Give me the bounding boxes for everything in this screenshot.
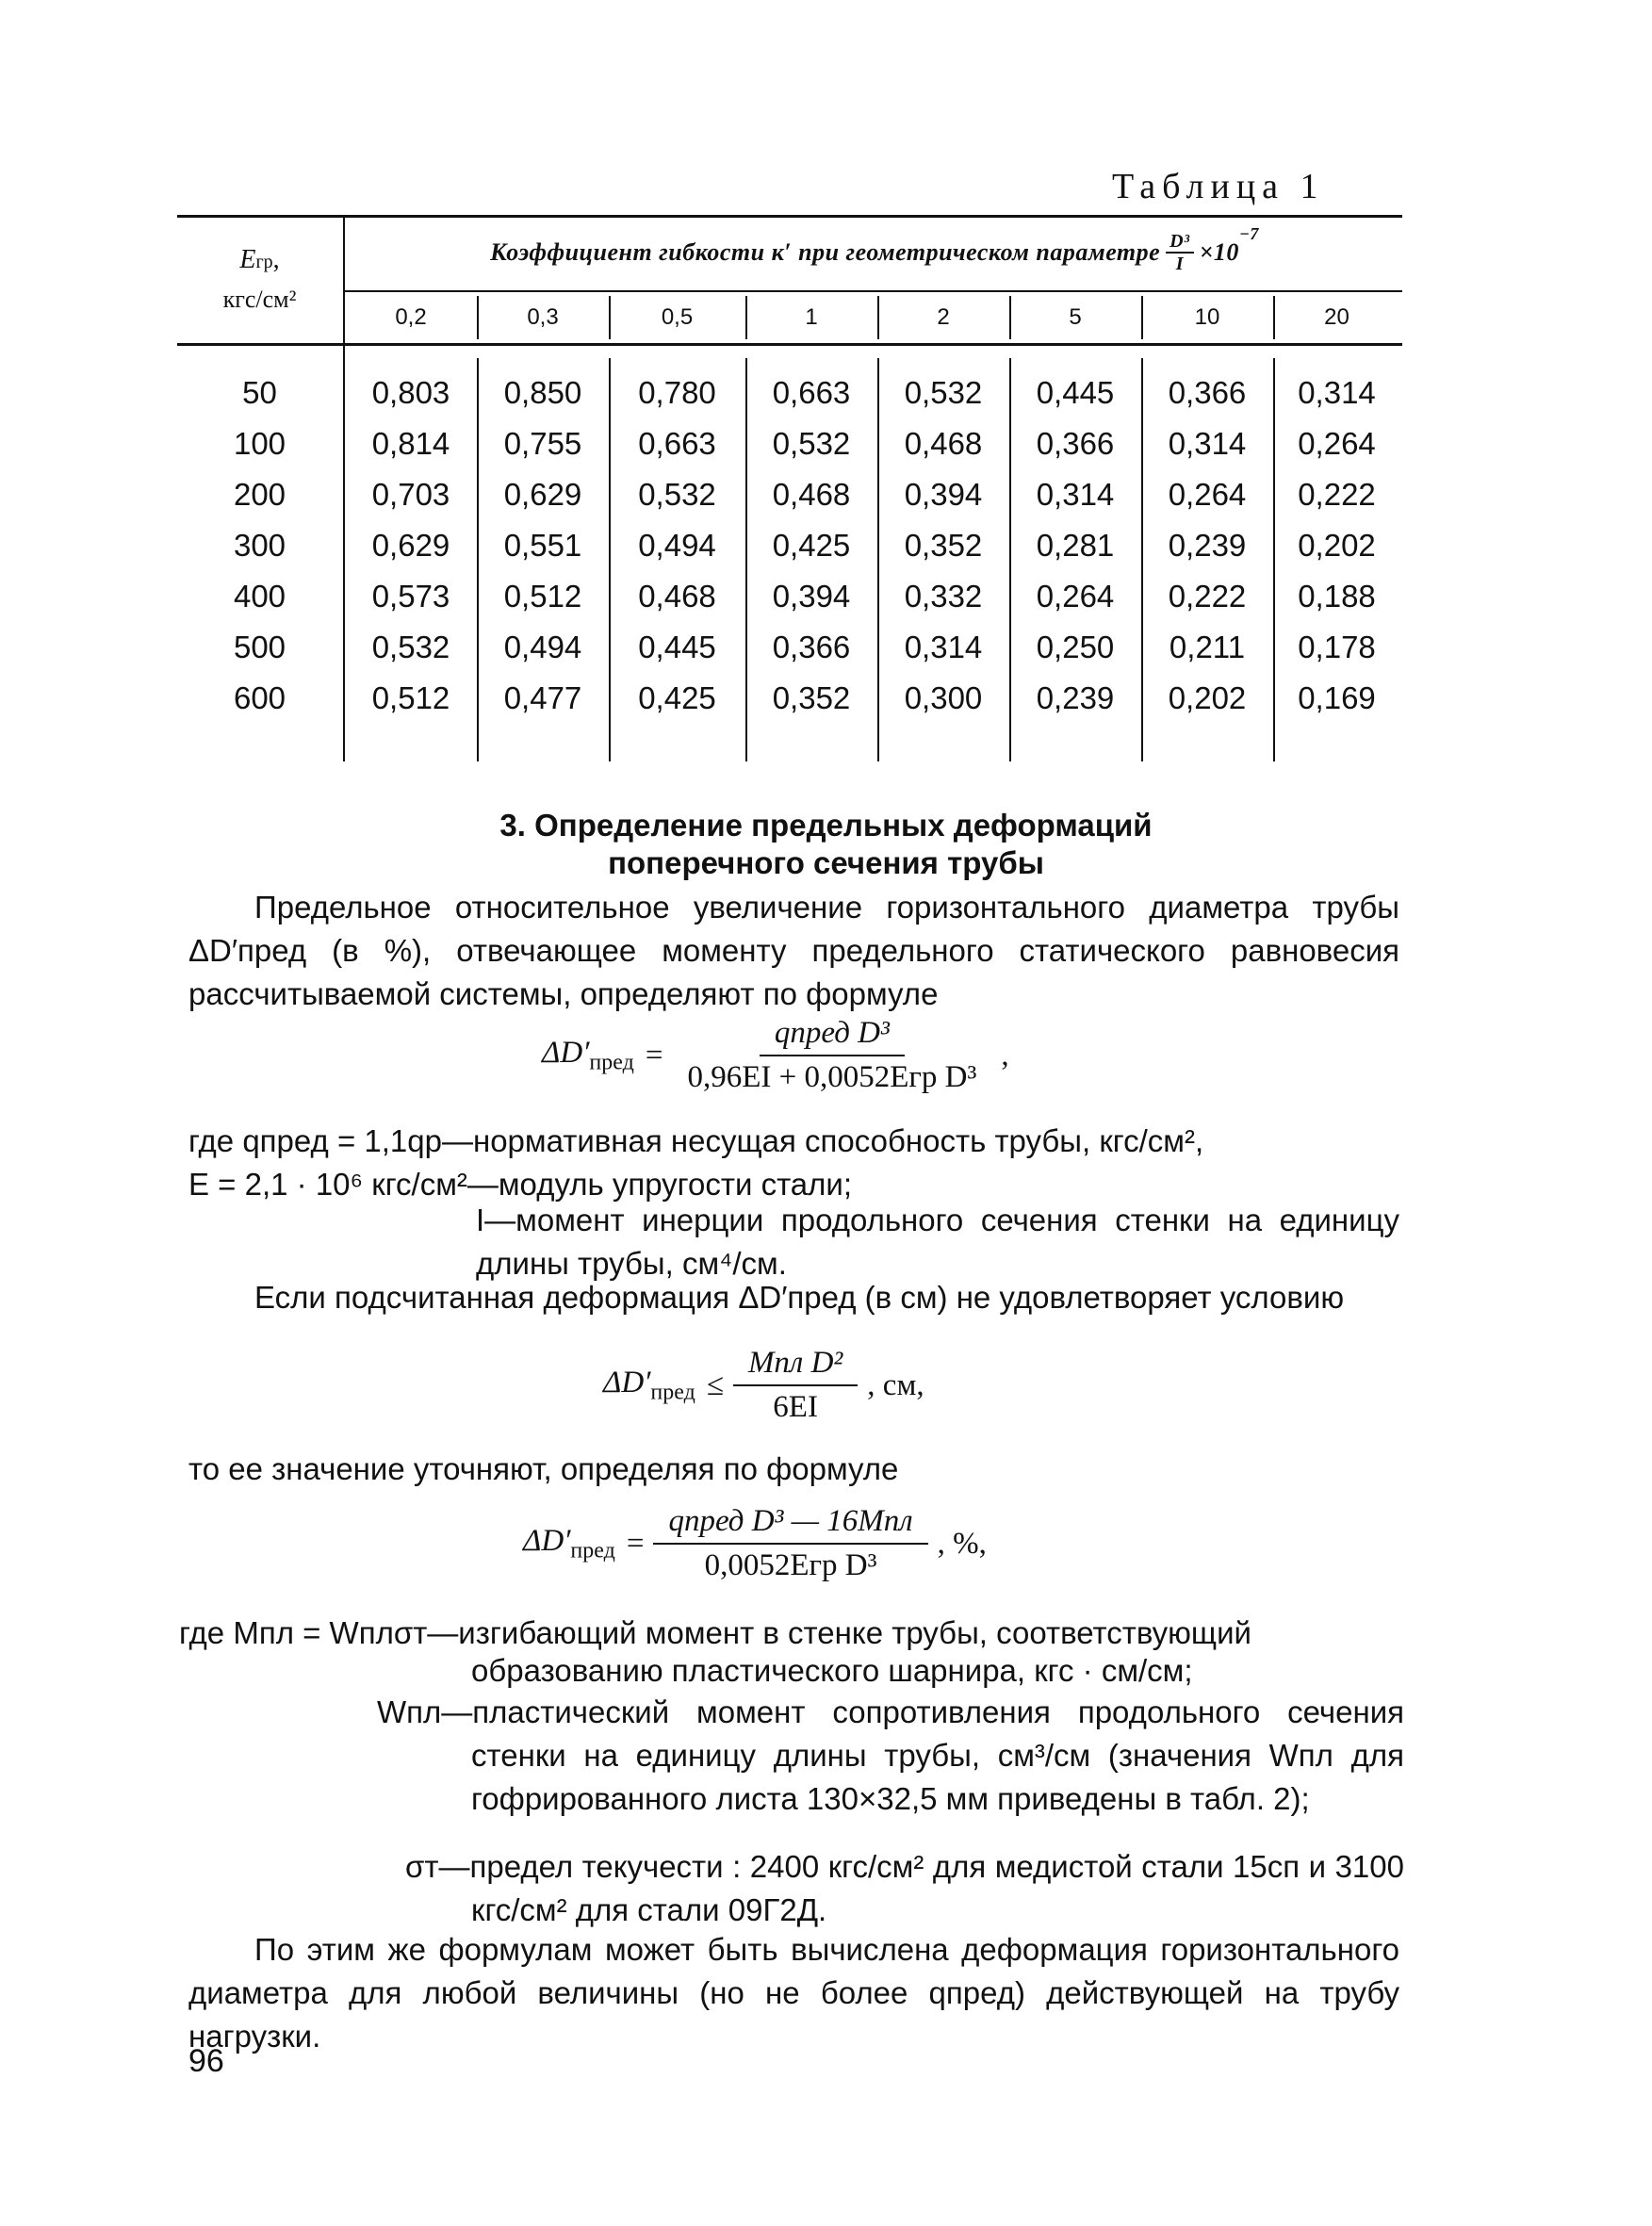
- table-cell: 0,803: [371, 375, 450, 410]
- paragraph-2: Если подсчитанная деформация ΔD′пред (в см) не удовлетворяет условию: [254, 1280, 1345, 1315]
- table-cell: 0,264: [1036, 579, 1115, 614]
- e-symbol: E: [239, 245, 256, 274]
- where-2-a2: образованию пластического шарнира, кгс · см/см;: [471, 1653, 1193, 1688]
- table-cell: 0,445: [638, 630, 716, 664]
- table-cell: 0,425: [772, 528, 851, 563]
- coefficient-header: [347, 215, 1402, 290]
- table-cell: 0,814: [371, 426, 450, 461]
- table-cell: 0,202: [1298, 528, 1376, 563]
- table-cell: 0,314: [1298, 375, 1376, 410]
- table-cell: 0,188: [1298, 579, 1376, 614]
- formula-1-lhs: $\Delta D'_{пред}$: [542, 1035, 634, 1075]
- param-header: 0,2: [395, 304, 427, 330]
- header-separator: [745, 296, 747, 339]
- table-cell: 0,468: [904, 426, 983, 461]
- header-separator: [877, 296, 879, 339]
- e-comma: ,: [272, 245, 280, 274]
- table-cell: 0,629: [371, 528, 450, 563]
- where-2-c: σт—предел текучести : 2400 кгс/см² для медистой стали 15сп и 3100 кгс/см² для стали 09Г2Д.: [405, 1849, 1404, 1927]
- section-title-line1: 3. Определение предельных деформаций: [499, 808, 1153, 843]
- param-exponent: −7: [1238, 223, 1259, 243]
- table-cell: 0,425: [638, 680, 716, 715]
- table-cell: 0,239: [1168, 528, 1247, 563]
- table-cell: 0,239: [1036, 680, 1115, 715]
- param-header: 5: [1069, 304, 1082, 330]
- table-cell: 0,468: [638, 579, 716, 614]
- table-cell: 0,494: [503, 630, 582, 664]
- table-cell: 0,703: [371, 477, 450, 512]
- table-cell: 0,468: [772, 477, 851, 512]
- table-row-e: 600: [233, 680, 286, 715]
- table-cell: 0,532: [371, 630, 450, 664]
- formula-1: [542, 1016, 1009, 1095]
- section-title-line2: поперечного сечения трубы: [608, 845, 1044, 880]
- table-cell: 0,300: [904, 680, 983, 715]
- coefficient-header-text: Коэффициент гибкости к′ при геометрическом параметре: [490, 238, 1161, 266]
- table-cell: 0,169: [1298, 680, 1376, 715]
- table-cell: 0,532: [772, 426, 851, 461]
- paragraph-3: то ее значение уточняют, определяя по формуле: [188, 1451, 899, 1486]
- formula-2-fraction: [733, 1346, 858, 1425]
- table-cell: 0,366: [1036, 426, 1115, 461]
- param-header: 2: [937, 304, 950, 330]
- page-number: 96: [188, 2043, 224, 2079]
- formula-2-lhs: $\Delta D'_{пред}$: [603, 1365, 695, 1405]
- table-cell: 0,211: [1169, 630, 1246, 664]
- table-cell: 0,573: [371, 579, 450, 614]
- e-subscript: гр: [255, 252, 273, 272]
- paragraph-1: Предельное относительное увеличение горизонтального диаметра трубы ΔD′пред (в %), отвечающее моменту предельного статического равновесия рассчитываемой системы, определяют по формуле: [188, 890, 1399, 1011]
- param-multiplier: ×10: [1199, 238, 1239, 266]
- header-separator: [609, 296, 611, 339]
- formula-2-tail: , см,: [867, 1367, 924, 1402]
- param-header: 10: [1194, 304, 1220, 330]
- param-header: 20: [1324, 304, 1349, 330]
- table-cell: 0,222: [1168, 579, 1247, 614]
- formula-3-num: qпред D³ — 16Mпл: [653, 1504, 927, 1545]
- table-cell: 0,314: [904, 630, 983, 664]
- table-cell: 0,332: [904, 579, 983, 614]
- formula-1-den: 0,96EI + 0,0052Eгр D³: [687, 1060, 977, 1094]
- table-row-e: 200: [233, 477, 286, 512]
- table-cell: 0,250: [1036, 630, 1115, 664]
- table-cell: 0,494: [638, 528, 716, 563]
- formula-1-num: qпред D³: [760, 1016, 905, 1056]
- param-header: 1: [805, 304, 818, 330]
- e-unit: кгс/см²: [222, 286, 297, 313]
- table-cell: 0,551: [503, 528, 582, 563]
- table-row-e: 500: [233, 630, 286, 664]
- table-cell: 0,366: [772, 630, 851, 664]
- table-row-e: 100: [233, 426, 286, 461]
- table-cell: 0,222: [1298, 477, 1376, 512]
- formula-3-lhs: $\Delta D'_{пред}$: [523, 1523, 615, 1563]
- table-cell: 0,512: [503, 579, 582, 614]
- table-cell: 0,314: [1036, 477, 1115, 512]
- e-column-header: [177, 215, 342, 345]
- formula-1-eq: =: [645, 1038, 663, 1072]
- formula-3-den: 0,0052Eгр D³: [704, 1548, 877, 1582]
- formula-2-den: 6EI: [773, 1390, 818, 1424]
- formula-3-eq: =: [626, 1526, 645, 1561]
- table-cell: 0,780: [638, 375, 716, 410]
- table-cell: 0,663: [638, 426, 716, 461]
- formula-2-num: Mпл D²: [733, 1346, 858, 1386]
- param-header: 0,3: [527, 304, 559, 330]
- formula-1-fraction: [672, 1016, 991, 1095]
- table-row-e: 300: [233, 528, 286, 563]
- table-cell: 0,366: [1168, 375, 1247, 410]
- table-cell: 0,178: [1298, 630, 1376, 664]
- where-1-c: I—момент инерции продольного сечения стенки на единицу длины трубы, см⁴/см.: [476, 1203, 1399, 1281]
- formula-3-fraction: [653, 1504, 927, 1583]
- header-separator: [1273, 296, 1275, 339]
- header-mid-rule: [345, 290, 1402, 292]
- where-2-a: где Mпл = Wплσт—изгибающий момент в стенке трубы, соответствующий: [179, 1615, 1251, 1650]
- table-cell: 0,663: [772, 375, 851, 410]
- table-cell: 0,202: [1168, 680, 1247, 715]
- table-row-e: 50: [242, 375, 277, 410]
- paragraph-4: По этим же формулам может быть вычислена деформация горизонтального диаметра для любой величины (но не более qпред) действующей на трубу нагрузки.: [188, 1932, 1399, 2054]
- table-cell: 0,264: [1298, 426, 1376, 461]
- where-2-b: Wпл—пластический момент сопротивления продольного сечения стенки на единицу длины трубы, см³/см (значения Wпл для гофрированного листа 130×32,5 мм приведены в табл. 2);: [377, 1694, 1404, 1816]
- formula-1-tail: ,: [1001, 1038, 1009, 1072]
- table-cell: 0,352: [772, 680, 851, 715]
- table-row-e: 400: [233, 579, 286, 614]
- table-cell: 0,532: [904, 375, 983, 410]
- table-cell: 0,281: [1036, 528, 1115, 563]
- param-header: 0,5: [661, 304, 694, 330]
- table-cell: 0,477: [503, 680, 582, 715]
- formula-2-rel: ≤: [706, 1367, 724, 1402]
- table-cell: 0,629: [503, 477, 582, 512]
- table-caption: Таблица 1: [1112, 167, 1325, 206]
- table-cell: 0,850: [503, 375, 582, 410]
- table-cell: 0,755: [503, 426, 582, 461]
- header-separator: [1141, 296, 1143, 339]
- header-separator: [1009, 296, 1011, 339]
- table-cell: 0,512: [371, 680, 450, 715]
- param-fraction-num: D³: [1166, 231, 1193, 254]
- header-bottom-rule: [177, 343, 1402, 346]
- formula-3: [523, 1504, 987, 1583]
- where-1-b: E = 2,1 · 10⁶ кгс/см²—модуль упругости стали;: [188, 1167, 853, 1202]
- param-fraction-den: I: [1175, 254, 1185, 274]
- table-cell: 0,352: [904, 528, 983, 563]
- where-1-a: где qпред = 1,1qр—нормативная несущая способность трубы, кгс/см²,: [188, 1123, 1204, 1158]
- formula-3-tail: , %,: [937, 1526, 987, 1561]
- table-cell: 0,394: [904, 477, 983, 512]
- table-cell: 0,314: [1168, 426, 1247, 461]
- table-cell: 0,445: [1036, 375, 1115, 410]
- param-fraction: [1166, 231, 1193, 274]
- table-cell: 0,264: [1168, 477, 1247, 512]
- header-separator: [477, 296, 479, 339]
- table-cell: 0,394: [772, 579, 851, 614]
- table-cell: 0,532: [638, 477, 716, 512]
- formula-2: [603, 1346, 924, 1425]
